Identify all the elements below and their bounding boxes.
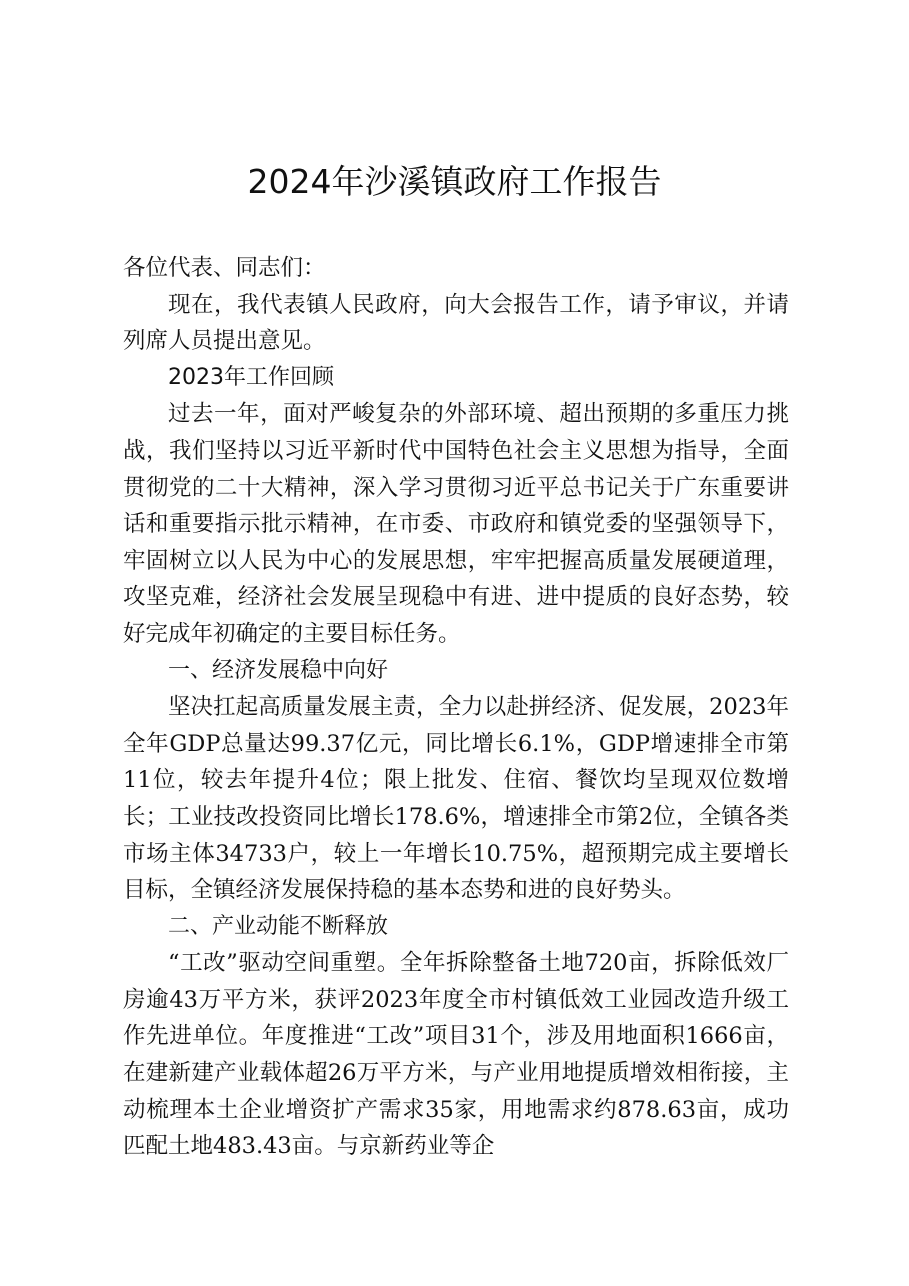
intro-paragraph: 现在，我代表镇人民政府，向大会报告工作，请予审议，并请列席人员提出意见。 [123, 291, 789, 355]
section-heading-industry: 二、产业动能不断释放 [168, 913, 389, 939]
section-heading-economy: 一、经济发展稳中向好 [168, 657, 389, 683]
review-paragraph: 过去一年，面对严峻复杂的外部环境、超出预期的多重压力挑战，我们坚持以习近平新时代中国特色社会主义思想为指导，全面贯彻党的二十大精神，深入学习贯彻习近平总书记关于广东重要讲话和重要指示批示精神，在市委、市政府和镇党委的坚强领导下，牢固树立以人民为中心的发展思想，牢牢把握高质量发展硬道理，攻坚克难，经济社会发展呈现稳中有进、进中提质的良好态势，较好完成年初确定的主要目标任务。 [123, 401, 789, 647]
review-heading: 2023年工作回顾 [168, 364, 334, 390]
document-body [123, 250, 789, 1165]
document-title: 2024年沙溪镇政府工作报告 [247, 162, 662, 201]
economy-paragraph: 坚决扛起高质量发展主责，全力以赴拼经济、促发展，2023年全年GDP总量达99.37亿元，同比增长6.1%，GDP增速排全市第11位，较去年提升4位；限上批发、住宿、餐饮均呈现双位数增长；工业技改投资同比增长178.6%，增速排全市第2位，全镇各类市场主体34733户，较上一年增长10.75%，超预期完成主要增长目标，全镇经济发展保持稳的基本态势和进的良好势头。 [123, 694, 789, 904]
salutation: 各位代表、同志们： [123, 255, 326, 281]
industry-paragraph: “工改”驱动空间重塑。全年拆除整备土地720亩，拆除低效厂房逾43万平方米，获评2023年度全市村镇低效工业园改造升级工作先进单位。年度推进“工改”项目31个，涉及用地面积1666亩，在建新建产业载体超26万平方米，与产业用地提质增效相衔接，主动梳理本土企业增资扩产需求35家，用地需求约878.63亩，成功匹配土地483.43亩。与京新药业等企 [123, 950, 789, 1160]
